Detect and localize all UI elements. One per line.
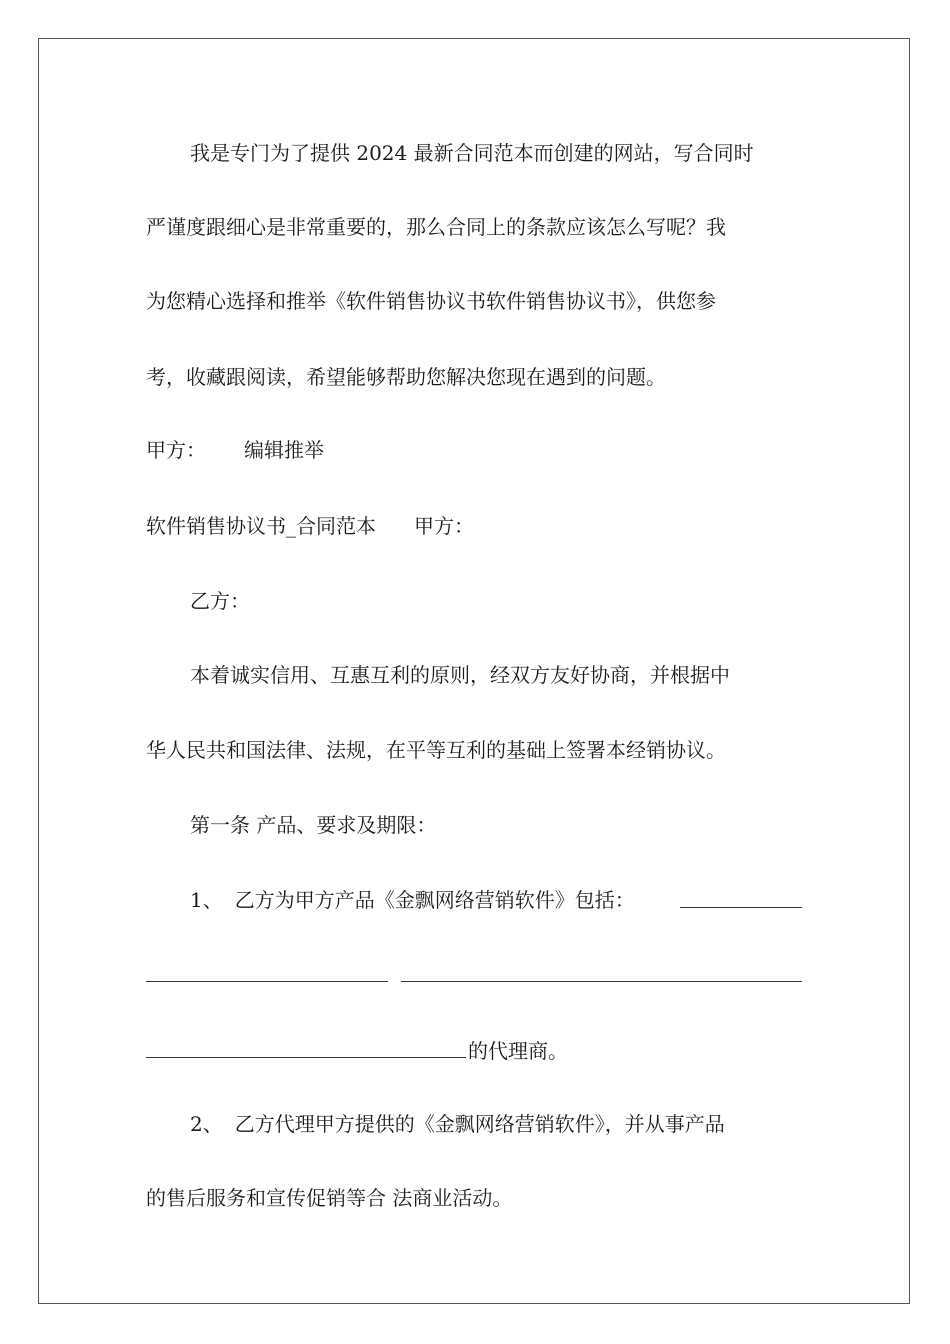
item-2-continuation: 的售后服务和宣传促销等合 法商业活动。: [146, 1186, 513, 1210]
article-1-item-2: [190, 1111, 725, 1137]
item-1-blank-field-4: [146, 1057, 466, 1058]
title-party-a-label: 甲方：: [414, 514, 474, 538]
party-a-line: [146, 437, 324, 463]
intro-line-4: 考，收藏跟阅读，希望能够帮助您解决您现在遇到的问题。: [146, 365, 666, 389]
item-2-number: 2、: [190, 1112, 223, 1136]
document-title: 软件销售协议书_合同范本: [146, 514, 376, 538]
article-1-item-1: [190, 887, 635, 913]
item-1-ending: 的代理商。: [468, 1039, 568, 1063]
item-2-text: 乙方代理甲方提供的《金飘网络营销软件》，并从事产品: [234, 1112, 725, 1136]
intro-line-1: 我是专门为了提供 2024 最新合同范本而创建的网站，写合同时: [190, 141, 754, 165]
item-1-number: 1、: [190, 888, 223, 912]
item-1-blank-field-3: [401, 981, 802, 982]
item-1-blank-field-1: [680, 907, 802, 908]
preamble-line-2: 华人民共和国法律、法规，在平等互利的基础上签署本经销协议。: [146, 738, 726, 762]
party-b-label: 乙方：: [190, 589, 250, 613]
preamble-line-1: 本着诚实信用、互惠互利的原则，经双方友好协商，并根据中: [190, 663, 730, 687]
article-1-heading: 第一条 产品、要求及期限：: [190, 813, 437, 837]
party-a-value: 编辑推举: [244, 438, 324, 462]
intro-line-3: 为您精心选择和推举《软件销售协议书软件销售协议书》，供您参: [146, 289, 716, 313]
intro-line-2: 严谨度跟细心是非常重要的，那么合同上的条款应该怎么写呢？我: [146, 215, 726, 239]
party-a-label: 甲方：: [146, 438, 206, 462]
item-1-blank-field-2: [146, 981, 388, 982]
item-1-text: 乙方为甲方产品《金飘网络营销软件》包括：: [234, 888, 635, 912]
document-title-line: [146, 513, 474, 539]
